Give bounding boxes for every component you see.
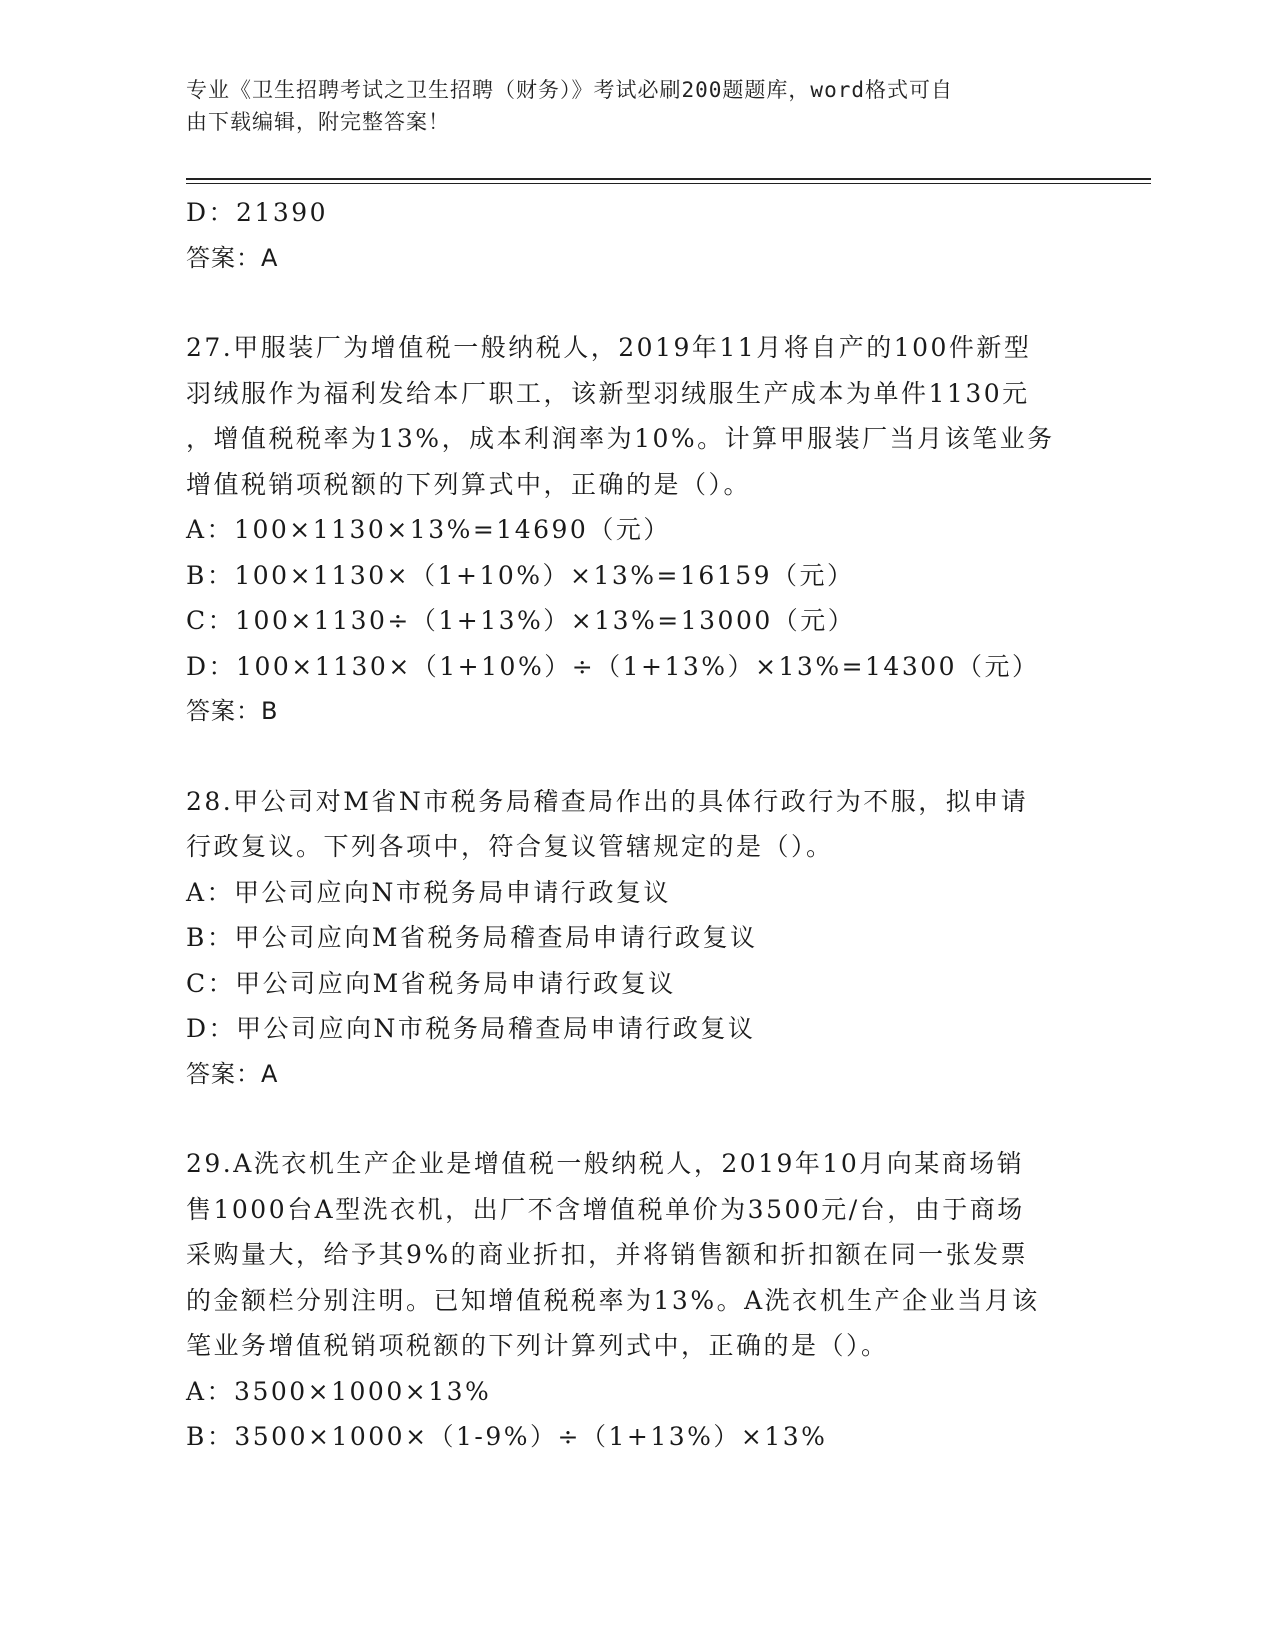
question-stem-line: 28.甲公司对M省N市税务局稽查局作出的具体行政行为不服，拟申请 — [186, 786, 1029, 816]
option-a: A：100×1130×13%=14690（元） — [186, 515, 671, 544]
header-line-1: 专业《卫生招聘考试之卫生招聘（财务）》考试必刷200题题库，word格式可自 — [186, 78, 953, 102]
question-stem-line: 笔业务增值税销项税额的下列计算列式中，正确的是（）。 — [186, 1331, 889, 1360]
question-stem-line: 29.A洗衣机生产企业是增值税一般纳税人，2019年10月向某商场销 — [186, 1149, 1025, 1178]
question-28 — [186, 779, 1086, 1098]
option-a: A：甲公司应向N市税务局申请行政复议 — [186, 877, 671, 907]
document-body — [186, 190, 1086, 1460]
option-d: D：21390 — [186, 198, 329, 227]
question-29 — [186, 1141, 1086, 1460]
option-b: B：100×1130×（1+10%）×13%=16159（元） — [186, 560, 855, 590]
question-stem-line: 羽绒服作为福利发给本厂职工，该新型羽绒服生产成本为单件1130元 — [186, 378, 1030, 408]
option-a: A：3500×1000×13% — [186, 1376, 492, 1406]
previous-question-tail — [186, 190, 1086, 281]
option-c: C：甲公司应向M省税务局申请行政复议 — [186, 968, 676, 998]
answer-line: 答案：A — [186, 1059, 279, 1088]
answer-line: 答案：A — [186, 243, 279, 272]
option-d: D：甲公司应向N市税务局稽查局申请行政复议 — [186, 1014, 756, 1043]
option-d: D：100×1130×（1+10%）÷（1+13%）×13%=14300（元） — [186, 651, 1040, 681]
question-27 — [186, 325, 1086, 735]
question-stem-line: 27.甲服装厂为增值税一般纳税人，2019年11月将自产的100件新型 — [186, 333, 1032, 362]
question-stem-line: ，增值税税率为13%，成本利润率为10%。计算甲服装厂当月该笔业务 — [186, 424, 1055, 453]
header-rule-thick — [186, 178, 1151, 180]
option-c: C：100×1130÷（1+13%）×13%=13000（元） — [186, 606, 856, 635]
question-stem-line: 行政复议。下列各项中，符合复议管辖规定的是（）。 — [186, 832, 834, 861]
question-stem-line: 售1000台A型洗衣机，出厂不含增值税单价为3500元/台，由于商场 — [186, 1194, 1025, 1224]
question-stem-line: 增值税销项税额的下列算式中，正确的是（）。 — [186, 469, 752, 499]
header-rule-thin — [186, 183, 1151, 184]
question-stem-line: 采购量大，给予其9%的商业折扣，并将销售额和折扣额在同一张发票 — [186, 1240, 1029, 1269]
option-b: B：甲公司应向M省税务局稽查局申请行政复议 — [186, 923, 758, 952]
page-header — [186, 74, 1066, 138]
header-line-2: 由下载编辑，附完整答案！ — [186, 110, 450, 134]
question-stem-line: 的金额栏分别注明。已知增值税税率为13%。A洗衣机生产企业当月该 — [186, 1285, 1040, 1315]
answer-line: 答案：B — [186, 697, 279, 725]
option-b: B：3500×1000×（1-9%）÷（1+13%）×13% — [186, 1422, 828, 1451]
